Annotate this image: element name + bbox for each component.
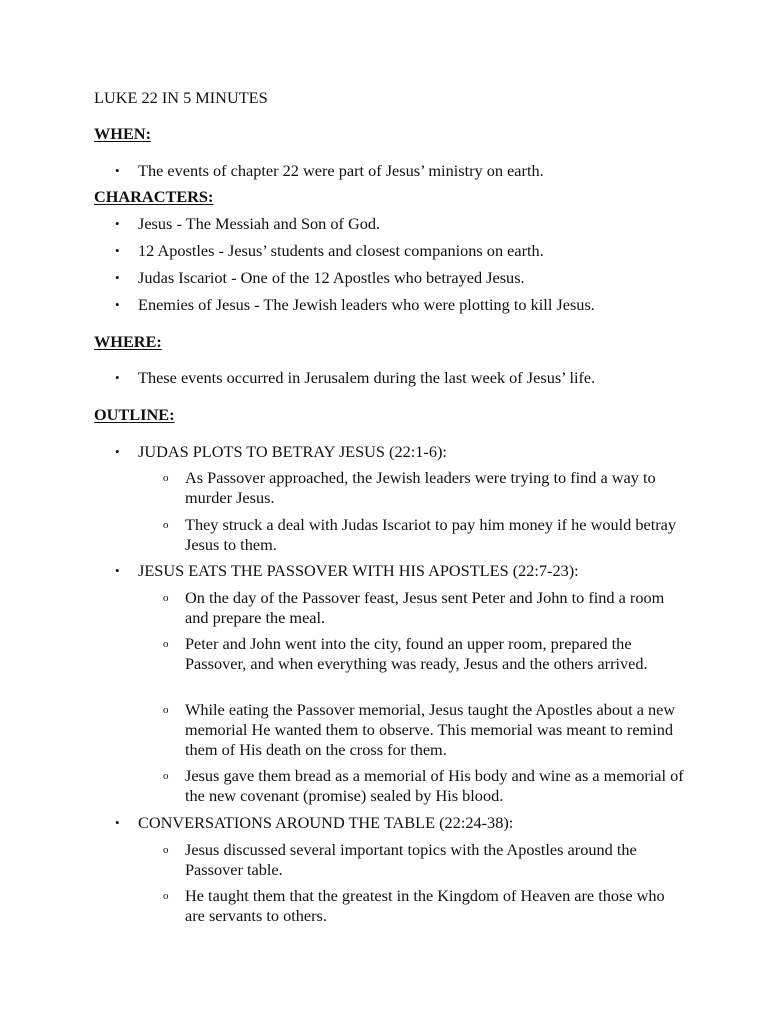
- outline-point: o They struck a deal with Judas Iscariot to pay him money if he would betray Jesus to them.: [185, 515, 685, 555]
- characters-heading: CHARACTERS:: [94, 187, 214, 206]
- page-title: LUKE 22 IN 5 MINUTES: [94, 88, 268, 107]
- outline-point: o Jesus gave them bread as a memorial of His body and wine as a memorial of the new covenant (promise) sealed by His blood.: [185, 766, 685, 806]
- outline-point: o On the day of the Passover feast, Jesus sent Peter and John to find a room and prepare the meal.: [185, 588, 685, 628]
- where-heading: WHERE:: [94, 332, 162, 351]
- character-item: • Enemies of Jesus - The Jewish leaders who were plotting to kill Jesus.: [138, 295, 698, 315]
- character-item: • Judas Iscariot - One of the 12 Apostles who betrayed Jesus.: [138, 268, 698, 288]
- outline-heading: OUTLINE:: [94, 405, 175, 424]
- outline-section-title: • JUDAS PLOTS TO BETRAY JESUS (22:1-6):: [138, 442, 698, 462]
- outline-point: o Peter and John went into the city, found an upper room, prepared the Passover, and when everything was ready, Jesus and the others arrived.: [185, 634, 685, 674]
- outline-section-title: • JESUS EATS THE PASSOVER WITH HIS APOSTLES (22:7-23):: [138, 561, 698, 581]
- outline-point: o As Passover approached, the Jewish leaders were trying to find a way to murder Jesus.: [185, 468, 685, 508]
- character-item: • 12 Apostles - Jesus’ students and closest companions on earth.: [138, 241, 698, 261]
- outline-point: o He taught them that the greatest in the Kingdom of Heaven are those who are servants to others.: [185, 886, 685, 926]
- when-item: • The events of chapter 22 were part of Jesus’ ministry on earth.: [138, 161, 698, 181]
- outline-point: o While eating the Passover memorial, Jesus taught the Apostles about a new memorial He wanted them to observe. This memorial was meant to remind them of His death on the cross for them.: [185, 700, 685, 760]
- outline-point: o Jesus discussed several important topics with the Apostles around the Passover table.: [185, 840, 685, 880]
- where-item: • These events occurred in Jerusalem during the last week of Jesus’ life.: [138, 368, 698, 388]
- outline-section-title: • CONVERSATIONS AROUND THE TABLE (22:24-38):: [138, 813, 698, 833]
- when-heading: WHEN:: [94, 124, 151, 143]
- character-item: • Jesus - The Messiah and Son of God.: [138, 214, 698, 234]
